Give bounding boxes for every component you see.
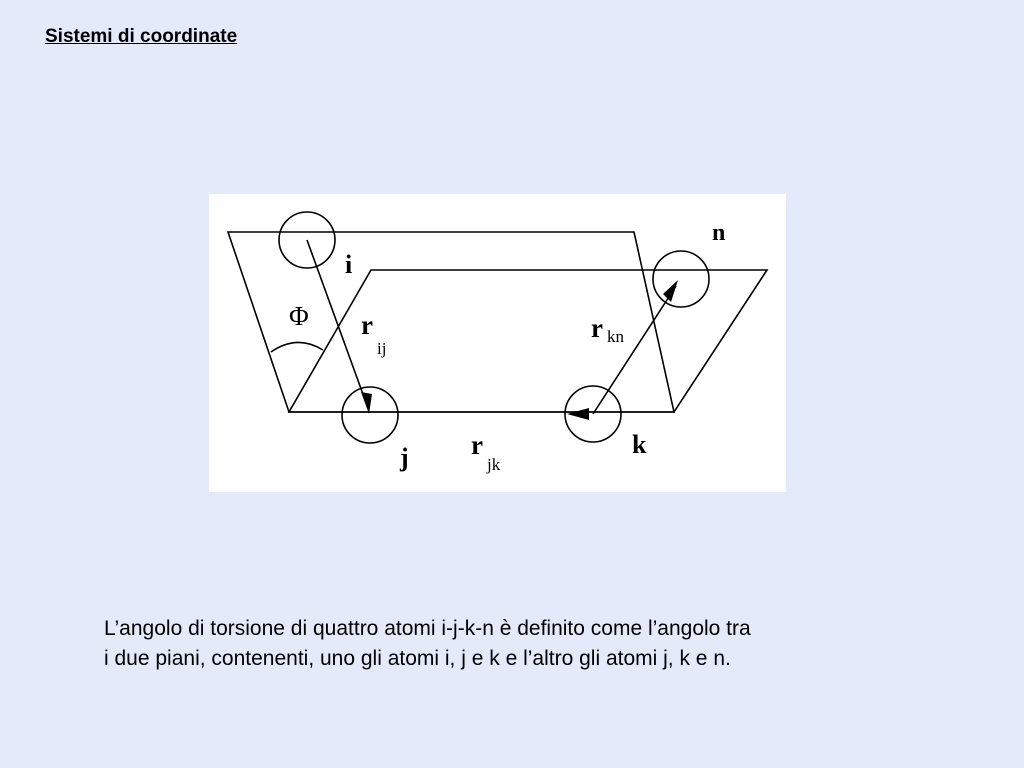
plane-jkn xyxy=(289,270,767,412)
atom-n-circle xyxy=(653,251,709,307)
caption-line-2: i due piani, contenenti, uno gli atomi i, j e k e l’altro gli atomi j, k e n. xyxy=(104,647,731,670)
caption xyxy=(104,614,924,674)
label-r-jk: r xyxy=(471,430,483,460)
arrowhead-kn xyxy=(663,280,678,302)
bond-r-kn xyxy=(593,286,676,414)
label-atom-i: i xyxy=(345,250,353,279)
bond-r-ij xyxy=(307,240,368,408)
label-atom-n: n xyxy=(712,220,726,246)
torsion-angle-arc xyxy=(271,342,323,352)
label-r-ij: r xyxy=(361,310,373,340)
slide-title: Sistemi di coordinate xyxy=(45,26,238,47)
label-r-kn: r xyxy=(591,313,603,343)
label-r-ij-subscript: ij xyxy=(377,339,387,358)
torsion-angle-diagram xyxy=(209,194,786,492)
label-r-jk-subscript: jk xyxy=(487,455,501,474)
label-atom-k: k xyxy=(632,430,647,459)
caption-line-1: L’angolo di torsione di quattro atomi i-j-k-n è definito come l’angolo tra xyxy=(104,617,751,640)
label-torsion-angle: Φ xyxy=(289,301,309,331)
arrowhead-jk xyxy=(567,408,589,420)
label-r-kn-subscript: kn xyxy=(607,327,624,346)
diagram-canvas xyxy=(209,194,786,492)
label-atom-j: j xyxy=(400,443,409,472)
arrowhead-ij xyxy=(361,392,372,414)
